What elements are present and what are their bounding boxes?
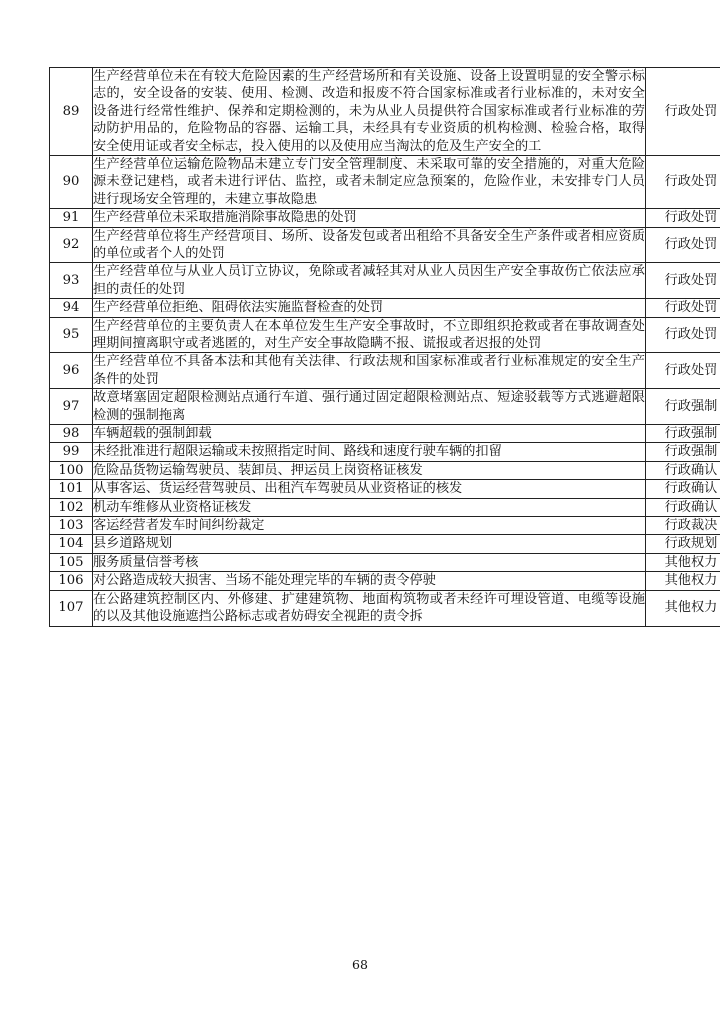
row-number: 92	[50, 227, 93, 263]
table-row	[50, 517, 720, 535]
power-name: 在公路建筑控制区内、外修建、扩建建筑物、地面构筑物或者未经许可埋设管道、电缆等设施的以及其他设施遮挡公路标志或者妨碍安全视距的责令拆	[93, 591, 645, 625]
power-name: 客运经营者发车时间纠纷裁定	[93, 518, 265, 534]
power-name: 生产经营单位将生产经营项目、场所、设备发包或者出租给不具备安全生产条件或者相应资质的单位或者个人的处罚	[93, 228, 645, 262]
table-row	[50, 317, 720, 353]
power-name: 生产经营单位的主要负责人在本单位发生生产安全事故时，不立即组织抢救或者在事故调查处理期间擅离职守或者逃匿的，对生产安全事故隐瞒不报、谎报或者迟报的处罚	[93, 318, 645, 352]
power-name: 未经批准进行超限运输或未按照指定时间、路线和速度行驶车辆的扣留	[93, 444, 502, 460]
power-name: 生产经营单位拒绝、阻碍依法实施监督检查的处罚	[93, 300, 384, 316]
row-number: 100	[50, 461, 93, 479]
table-row	[50, 572, 720, 590]
row-number: 97	[50, 389, 93, 425]
power-name: 车辆超载的强制卸载	[93, 426, 212, 442]
table-row	[50, 590, 720, 626]
row-number: 93	[50, 263, 93, 299]
power-type: 行政处罚	[646, 68, 720, 156]
row-number: 95	[50, 317, 93, 353]
row-number: 103	[50, 517, 93, 535]
row-number: 99	[50, 443, 93, 461]
power-name: 生产经营单位运输危险物品未建立专门安全管理制度、未采取可靠的安全措施的，对重大危险源未登记建档，或者未进行评估、监控，或者未制定应急预案的，危险作业，未安排专门人员进行现场安全管理的，未建立事故隐患	[93, 157, 645, 207]
power-list-body	[50, 68, 720, 627]
power-type: 行政裁决	[646, 517, 720, 535]
row-number: 90	[50, 156, 93, 209]
table-row	[50, 480, 720, 498]
table-row	[50, 443, 720, 461]
table-row	[50, 535, 720, 553]
power-type: 行政确认	[646, 498, 720, 516]
power-name: 生产经营单位未采取措施消除事故隐患的处罚	[93, 210, 357, 226]
row-number: 102	[50, 498, 93, 516]
row-number: 91	[50, 209, 93, 227]
table-row	[50, 389, 720, 425]
row-number: 89	[50, 68, 93, 156]
power-type: 行政处罚	[646, 353, 720, 389]
table-row	[50, 68, 720, 156]
power-type: 其他权力	[646, 572, 720, 590]
row-number: 101	[50, 480, 93, 498]
power-type: 行政确认	[646, 461, 720, 479]
power-name: 生产经营单位未在有较大危险因素的生产经营场所和有关设施、设备上设置明显的安全警示标志的，安全设备的安装、使用、检测、改造和报废不符合国家标准或者行业标准的，未对安全设备进行经常性维护、保养和定期检测的，未为从业人员提供符合国家标准或者行业标准的劳动防护用品的，危险物品的容器、运输工具，未经具有专业资质的机构检测、检验合格，取得安全使用证或者安全标志，投入使用的以及使用应当淘汰的危及生产安全的工	[93, 69, 645, 154]
power-name: 故意堵塞固定超限检测站点通行车道、强行通过固定超限检测站点、短途驳载等方式逃避超限检测的强制拖离	[93, 390, 645, 423]
power-name: 生产经营单位与从业人员订立协议，免除或者减轻其对从业人员因生产安全事故伤亡依法应承担的责任的处罚	[93, 264, 645, 297]
power-list-table	[49, 67, 720, 627]
table-row	[50, 353, 720, 389]
power-type: 行政确认	[646, 480, 720, 498]
power-type: 行政处罚	[646, 299, 720, 317]
row-number: 106	[50, 572, 93, 590]
power-type: 行政处罚	[646, 263, 720, 299]
power-name: 对公路造成较大损害、当场不能处理完毕的车辆的责令停驶	[93, 573, 436, 589]
table-row	[50, 156, 720, 209]
power-type: 行政处罚	[646, 317, 720, 353]
power-type: 行政规划	[646, 535, 720, 553]
table-row	[50, 553, 720, 571]
table-row	[50, 299, 720, 317]
table-row	[50, 209, 720, 227]
row-number: 94	[50, 299, 93, 317]
power-type: 行政处罚	[646, 209, 720, 227]
table-row	[50, 425, 720, 443]
table-row	[50, 461, 720, 479]
table-row	[50, 263, 720, 299]
row-number: 104	[50, 535, 93, 553]
power-name: 从事客运、货运经营驾驶员、出租汽车驾驶员从业资格证的核发	[93, 481, 463, 497]
row-number: 107	[50, 590, 93, 626]
power-name: 服务质量信誉考核	[93, 554, 199, 570]
power-type: 行政处罚	[646, 227, 720, 263]
power-type: 行政处罚	[646, 156, 720, 209]
row-number: 96	[50, 353, 93, 389]
row-number: 105	[50, 553, 93, 571]
table-row	[50, 227, 720, 263]
power-type: 其他权力	[646, 590, 720, 626]
power-type: 行政强制	[646, 443, 720, 461]
power-name: 危险品货物运输驾驶员、装卸员、押运员上岗资格证核发	[93, 462, 423, 478]
power-name: 机动车维修从业资格证核发	[93, 499, 252, 515]
row-number: 98	[50, 425, 93, 443]
power-type: 行政强制	[646, 389, 720, 425]
power-name: 生产经营单位不具备本法和其他有关法律、行政法规和国家标准或者行业标准规定的安全生产条件的处罚	[93, 354, 645, 387]
power-name: 县乡道路规划	[93, 536, 173, 552]
page-number: 68	[352, 957, 368, 972]
power-type: 其他权力	[646, 553, 720, 571]
table-row	[50, 498, 720, 516]
power-type: 行政强制	[646, 425, 720, 443]
